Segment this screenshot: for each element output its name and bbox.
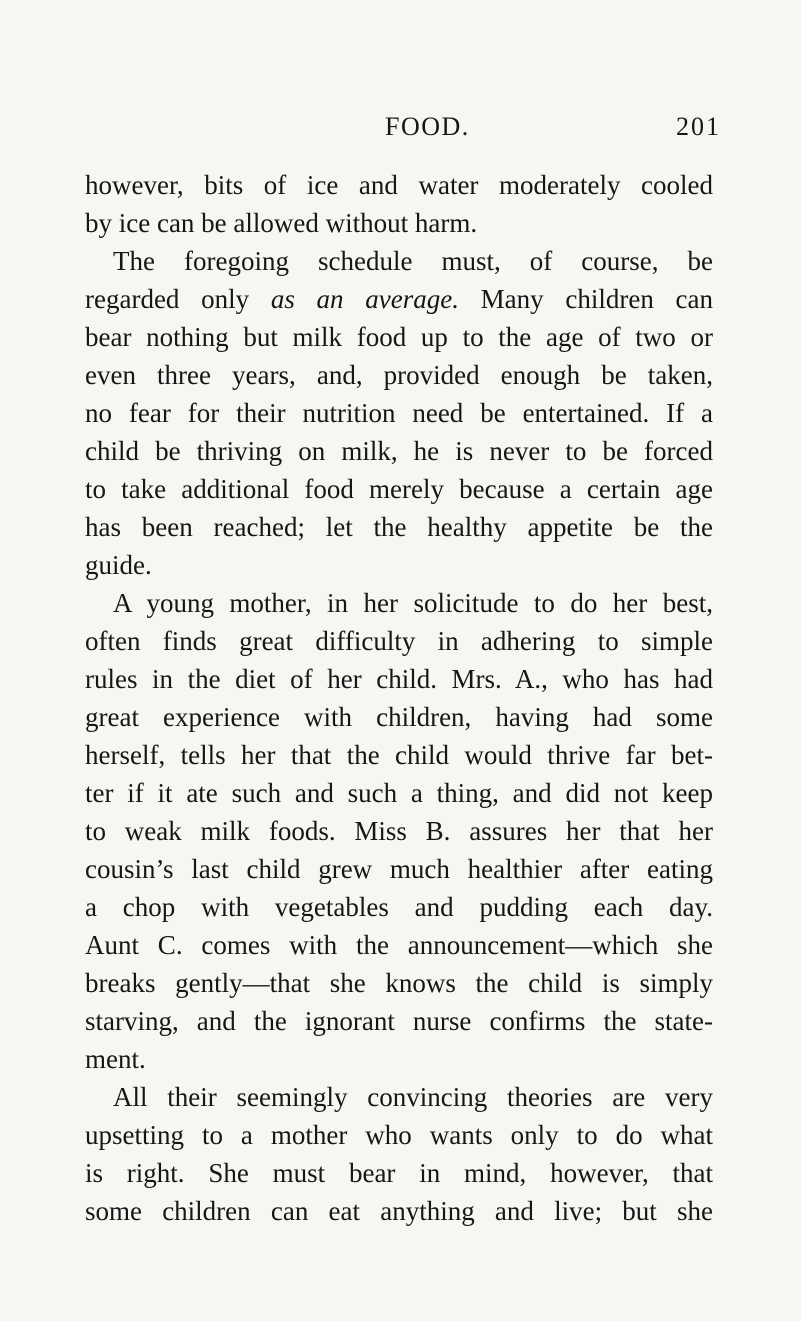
text-line: The foregoing schedule must, of course, be bbox=[113, 246, 713, 276]
text-line: upsetting to a mother who wants only to do what bbox=[85, 1120, 713, 1150]
text-line: starving, and the ignorant nurse confirms the state- bbox=[85, 1006, 713, 1036]
text-line: herself, tells her that the child would thrive far bet- bbox=[85, 740, 713, 770]
text-line: by ice can be allowed without harm. bbox=[85, 208, 478, 238]
text-line: to weak milk foods. Miss B. assures her that her bbox=[85, 816, 713, 846]
text-line: bear nothing but milk food up to the age of two or bbox=[85, 322, 713, 352]
text-line: a chop with vegetables and pudding each day. bbox=[85, 892, 713, 922]
text-line: is right. She must bear in mind, however, that bbox=[85, 1158, 713, 1188]
text-line: Aunt C. comes with the announcement—which she bbox=[85, 930, 713, 960]
text-run: regarded only bbox=[85, 284, 271, 314]
text-line: to take additional food merely because a certain age bbox=[85, 474, 713, 504]
running-title: FOOD. bbox=[385, 112, 470, 141]
text-line: even three years, and, provided enough be taken, bbox=[85, 360, 713, 390]
text-line: ter if it ate such and such a thing, and did not keep bbox=[85, 778, 713, 808]
text-run: Many children can bbox=[458, 284, 713, 314]
text-line: no fear for their nutrition need be entertained. If a bbox=[85, 398, 713, 428]
text-line: child be thriving on milk, he is never to be forced bbox=[85, 436, 713, 466]
text-line: rules in the diet of her child. Mrs. A., who has had bbox=[85, 664, 713, 694]
text-line: cousin’s last child grew much healthier after eating bbox=[85, 854, 713, 884]
text-line: however, bits of ice and water moderately cooled bbox=[85, 170, 713, 200]
page-header bbox=[0, 112, 801, 152]
text-line: A young mother, in her solicitude to do her best, bbox=[113, 588, 713, 618]
text-line: ment. bbox=[85, 1044, 146, 1074]
page-number: 201 bbox=[676, 112, 721, 141]
text-line: often finds great difficulty in adhering to simple bbox=[85, 626, 713, 656]
text-line: All their seemingly convincing theories are very bbox=[113, 1082, 713, 1112]
text-line: some children can eat anything and live; but she bbox=[85, 1196, 713, 1226]
text-line bbox=[85, 279, 713, 319]
text-line: great experience with children, having had some bbox=[85, 702, 713, 732]
text-line: guide. bbox=[85, 550, 152, 580]
text-line: has been reached; let the healthy appetite be the bbox=[85, 512, 713, 542]
text-line: breaks gently—that she knows the child is simply bbox=[85, 968, 713, 998]
emphasis-text: as an average. bbox=[270, 284, 459, 314]
